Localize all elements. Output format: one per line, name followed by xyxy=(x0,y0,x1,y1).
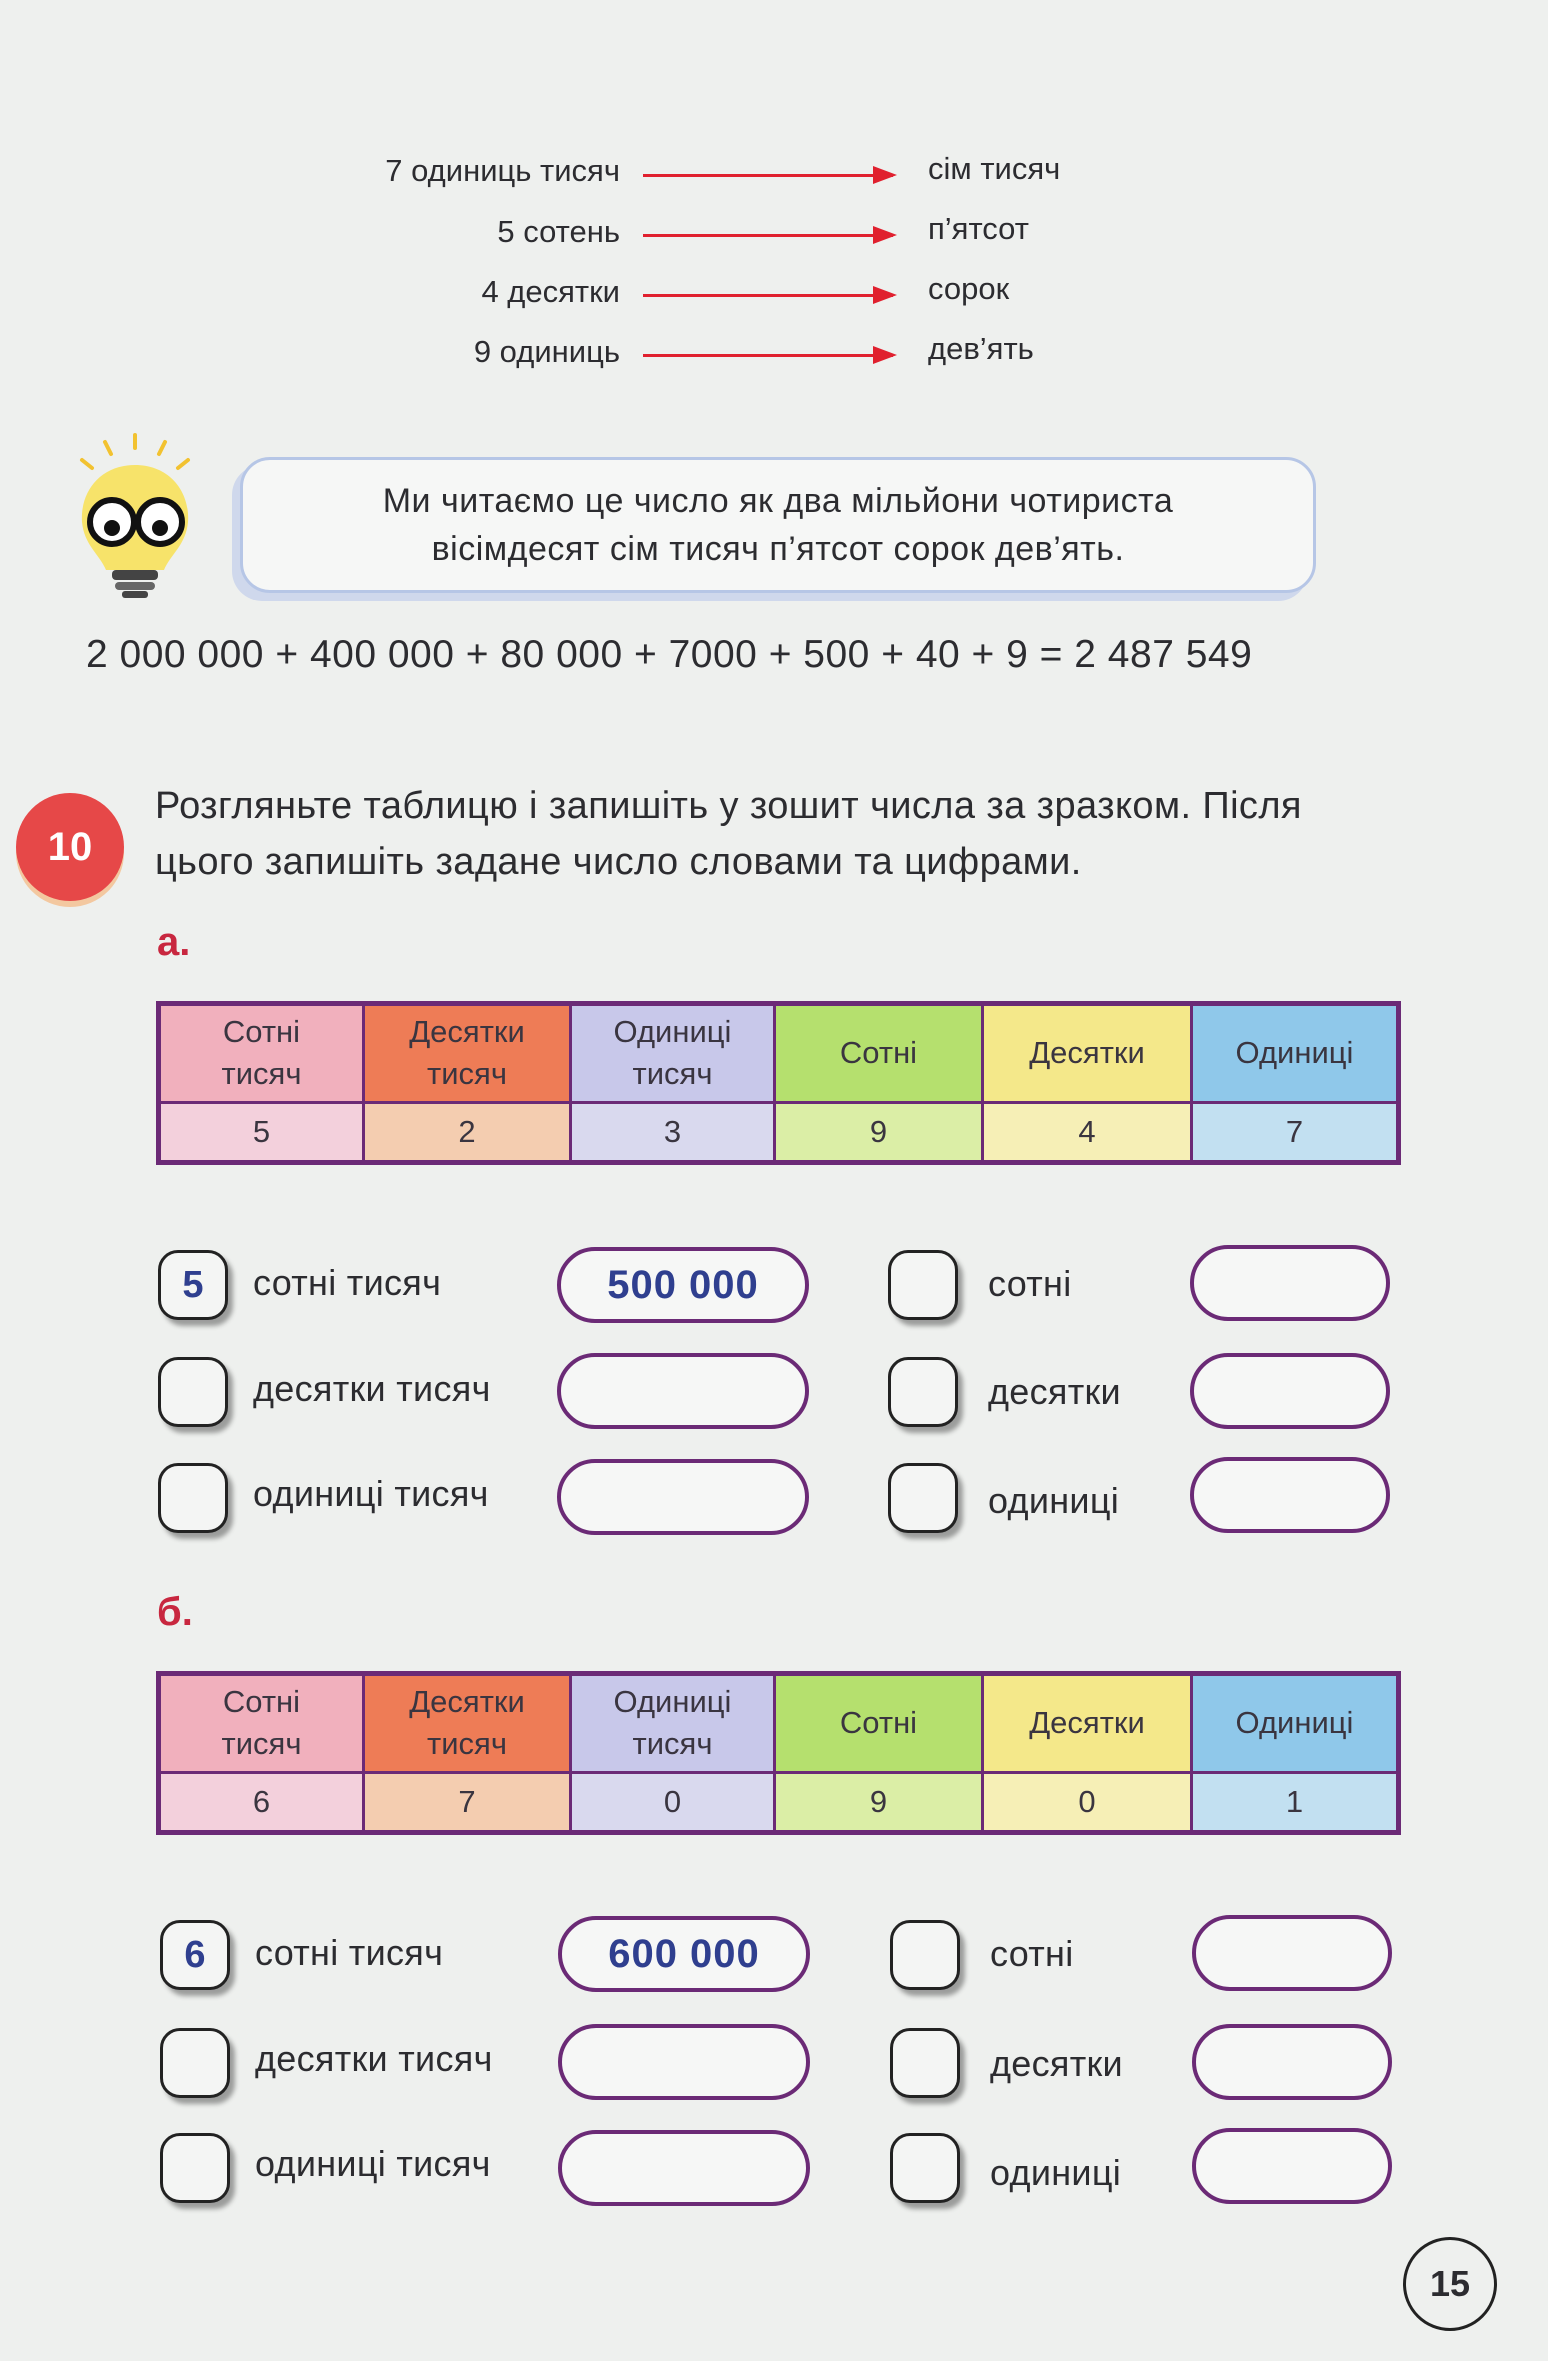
part-a-label: а. xyxy=(157,920,191,964)
place-label: сотні xyxy=(988,1263,1072,1304)
digit-cell: 4 xyxy=(984,1104,1193,1160)
value-input-hundred-thousands[interactable]: 600 000 xyxy=(558,1916,810,1992)
digit-cell: 7 xyxy=(365,1774,572,1830)
digit-cell: 5 xyxy=(161,1104,365,1160)
place-value-table-b xyxy=(156,1671,1401,1835)
arrow-right-icon xyxy=(643,354,893,357)
digit-input-ones[interactable] xyxy=(888,1463,958,1533)
digit-input-thousands[interactable] xyxy=(160,2133,230,2203)
digit-input-hundred-thousands[interactable]: 6 xyxy=(160,1920,230,1990)
conversion-right: сім тисяч xyxy=(928,151,1061,186)
task-number-badge: 10 xyxy=(16,793,124,901)
conversion-right: дев’ять xyxy=(928,331,1034,366)
header-thousands: Одиниці тисяч xyxy=(572,1676,776,1774)
value-input-thousands[interactable] xyxy=(558,2130,810,2206)
conversion-left: 9 одиниць xyxy=(473,334,620,369)
digit-input-ten-thousands[interactable] xyxy=(160,2028,230,2098)
bubble-line: вісімдесят сім тисяч п’ятсот сорок дев’ять. xyxy=(431,530,1125,568)
value-input-ones[interactable] xyxy=(1190,1457,1390,1533)
bubble-line: Ми читаємо це число як два мільйони чотириста xyxy=(382,482,1174,520)
digit-cell: 9 xyxy=(776,1104,984,1160)
arrow-right-icon xyxy=(643,294,893,297)
header-ten-thousands: Десятки тисяч xyxy=(365,1676,572,1774)
conversion-left: 5 сотень xyxy=(497,214,620,249)
part-b-label: б. xyxy=(157,1590,193,1634)
digit-input-hundreds[interactable] xyxy=(890,1920,960,1990)
header-ten-thousands: Десятки тисяч xyxy=(365,1006,572,1104)
digit-cell: 2 xyxy=(365,1104,572,1160)
lightbulb-mascot-icon xyxy=(60,430,210,605)
conversion-left: 4 десятки xyxy=(481,274,620,309)
task-line: Розгляньте таблицю і запишіть у зошит числа за зразком. Після xyxy=(155,785,1302,827)
digit-input-ones[interactable] xyxy=(890,2133,960,2203)
place-label: десятки тисяч xyxy=(253,1368,491,1409)
place-label: одиниці тисяч xyxy=(253,1473,489,1514)
digit-cell: 0 xyxy=(984,1774,1193,1830)
place-label: одиниці xyxy=(990,2152,1122,2193)
header-tens: Десятки xyxy=(984,1676,1193,1774)
digit-cell: 6 xyxy=(161,1774,365,1830)
conversion-right: сорок xyxy=(928,271,1010,306)
speech-bubble xyxy=(240,457,1316,593)
value-input-hundred-thousands[interactable]: 500 000 xyxy=(557,1247,809,1323)
value-input-hundreds[interactable] xyxy=(1192,1915,1392,1991)
value-input-ten-thousands[interactable] xyxy=(558,2024,810,2100)
arrow-right-icon xyxy=(643,174,893,177)
digit-input-thousands[interactable] xyxy=(158,1463,228,1533)
header-hundreds: Сотні xyxy=(776,1676,984,1774)
digit-cell: 9 xyxy=(776,1774,984,1830)
digit-input-hundred-thousands[interactable]: 5 xyxy=(158,1250,228,1320)
digit-input-ten-thousands[interactable] xyxy=(158,1357,228,1427)
place-label: сотні тисяч xyxy=(253,1262,442,1303)
digit-cell: 3 xyxy=(572,1104,776,1160)
digit-input-hundreds[interactable] xyxy=(888,1250,958,1320)
place-label: одиниці xyxy=(988,1480,1120,1521)
conversion-left: 7 одиниць тисяч xyxy=(385,153,620,188)
header-hundred-thousands: Сотні тисяч xyxy=(161,1006,365,1104)
value-input-ones[interactable] xyxy=(1192,2128,1392,2204)
digit-cell: 7 xyxy=(1193,1104,1396,1160)
task-instructions xyxy=(155,778,1475,890)
page-number: 15 xyxy=(1403,2237,1497,2331)
digit-cell: 0 xyxy=(572,1774,776,1830)
header-thousands: Одиниці тисяч xyxy=(572,1006,776,1104)
value-input-thousands[interactable] xyxy=(557,1459,809,1535)
header-hundreds: Сотні xyxy=(776,1006,984,1104)
place-label: сотні тисяч xyxy=(255,1932,444,1973)
place-value-table-a xyxy=(156,1001,1401,1165)
place-label: десятки xyxy=(988,1371,1121,1412)
conversion-right: п’ятсот xyxy=(928,211,1029,246)
value-input-hundreds[interactable] xyxy=(1190,1245,1390,1321)
place-label: десятки xyxy=(990,2043,1123,2084)
arrow-right-icon xyxy=(643,234,893,237)
value-input-ten-thousands[interactable] xyxy=(557,1353,809,1429)
digit-input-tens[interactable] xyxy=(888,1357,958,1427)
header-tens: Десятки xyxy=(984,1006,1193,1104)
header-ones: Одиниці xyxy=(1193,1006,1396,1104)
expanded-form-equation: 2 000 000 + 400 000 + 80 000 + 7000 + 500 + 40 + 9 = 2 487 549 xyxy=(86,633,1253,676)
value-input-tens[interactable] xyxy=(1190,1353,1390,1429)
digit-cell: 1 xyxy=(1193,1774,1396,1830)
value-input-tens[interactable] xyxy=(1192,2024,1392,2100)
digit-input-tens[interactable] xyxy=(890,2028,960,2098)
header-hundred-thousands: Сотні тисяч xyxy=(161,1676,365,1774)
place-label: десятки тисяч xyxy=(255,2038,493,2079)
header-ones: Одиниці xyxy=(1193,1676,1396,1774)
place-label: сотні xyxy=(990,1933,1074,1974)
place-label: одиниці тисяч xyxy=(255,2143,491,2184)
task-line: цього запишіть задане число словами та цифрами. xyxy=(155,841,1082,883)
